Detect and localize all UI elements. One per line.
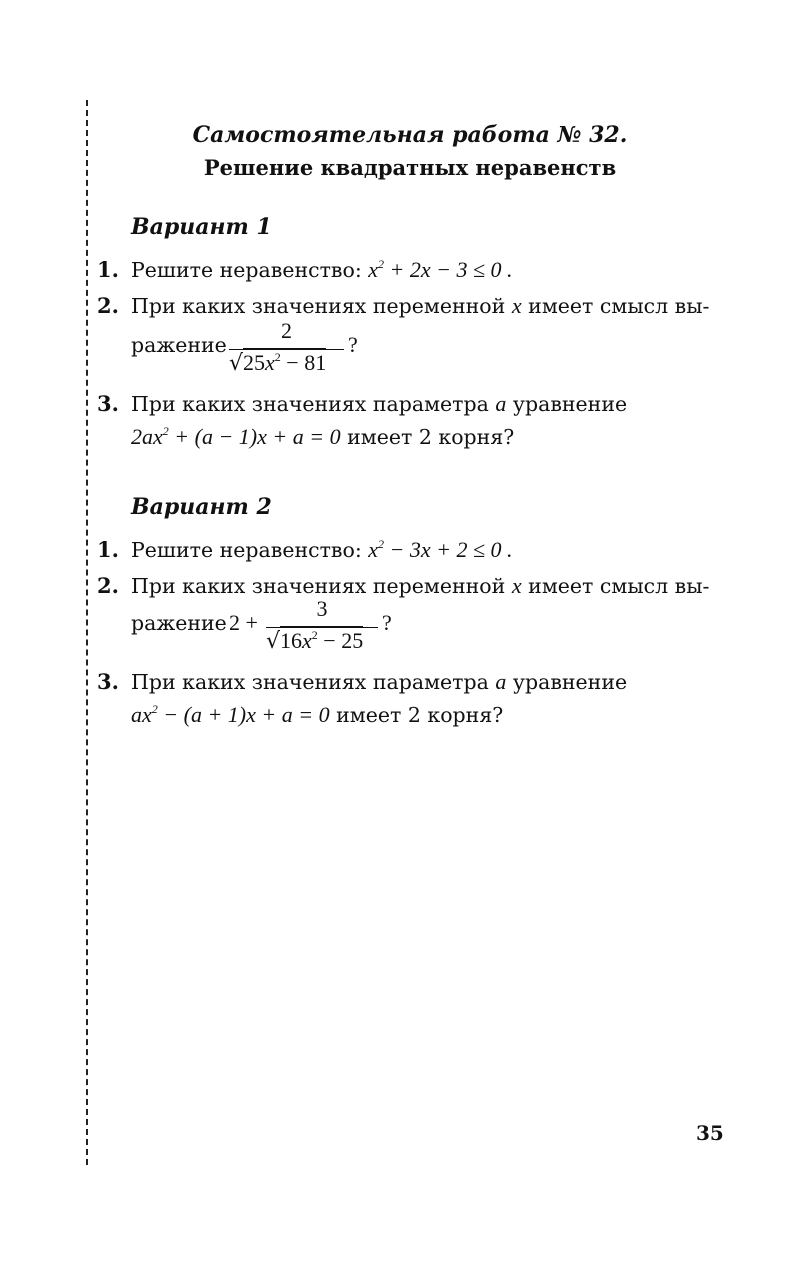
task-number: 3. bbox=[97, 391, 119, 416]
parameter: a bbox=[495, 391, 507, 416]
page-number: 35 bbox=[696, 1121, 724, 1145]
task-prompt: Решите неравенство: bbox=[131, 538, 362, 562]
radicand-var: x bbox=[302, 628, 312, 653]
inequality: $x^2 - 3x + 2 \le 0$ . bbox=[368, 537, 513, 562]
fraction-numerator: 2 bbox=[281, 318, 292, 343]
task-prompt-end: имеет смысл вы- bbox=[528, 574, 710, 598]
task-text bbox=[131, 669, 627, 695]
task-text-continued bbox=[131, 424, 514, 450]
task-number: 3. bbox=[97, 669, 119, 694]
task-number: 1. bbox=[97, 257, 119, 282]
sqrt-icon: √ bbox=[229, 351, 244, 376]
fraction-expression bbox=[229, 318, 344, 380]
fraction-denominator: $√25x^2 - 81$ bbox=[229, 350, 327, 376]
task-text-continued: ражение bbox=[131, 611, 227, 635]
equation: $ax^2 - (a + 1)x + a = 0$ bbox=[131, 702, 330, 727]
task-prompt-end: имеет 2 корня? bbox=[336, 703, 504, 727]
task-prompt: Решите неравенство: bbox=[131, 258, 362, 282]
radicand-const: − 81 bbox=[280, 350, 327, 375]
inequality: $x^2 + 2x - 3 \le 0$ . bbox=[368, 257, 513, 282]
variable: x bbox=[511, 293, 522, 318]
task-prompt: При каких значениях параметра bbox=[131, 670, 489, 694]
parameter: a bbox=[495, 669, 507, 694]
fraction-expression bbox=[266, 596, 378, 658]
radicand-coef: 25 bbox=[243, 350, 266, 375]
equation: $2ax^2 + (a - 1)x + a = 0$ bbox=[131, 424, 341, 449]
radicand-coef: 16 bbox=[280, 628, 303, 653]
sqrt-icon: √ bbox=[266, 629, 281, 654]
task-text bbox=[131, 537, 513, 563]
task-prompt: При каких значениях переменной bbox=[131, 294, 506, 318]
variant-heading: Вариант 2 bbox=[131, 494, 272, 520]
task-prompt-end: уравнение bbox=[512, 670, 628, 694]
task-number: 2. bbox=[97, 293, 119, 318]
task-text-continued: ражение bbox=[131, 333, 227, 357]
question-mark: ? bbox=[382, 610, 392, 635]
cut-line bbox=[86, 100, 88, 1165]
task-text bbox=[131, 293, 709, 319]
task-text bbox=[131, 573, 709, 599]
task-text bbox=[131, 257, 513, 283]
variant-heading: Вариант 1 bbox=[131, 214, 272, 240]
task-number: 1. bbox=[97, 537, 119, 562]
task-prompt-end: имеет смысл вы- bbox=[528, 294, 710, 318]
variable: x bbox=[511, 573, 522, 598]
page-subtitle: Решение квадратных неравенств bbox=[203, 155, 617, 180]
fraction-denominator: $√16x^2 - 25$ bbox=[266, 628, 364, 654]
page-title: Самостоятельная работа № 32. bbox=[192, 122, 628, 148]
expression-prefix: 2 + bbox=[229, 610, 258, 635]
task-text bbox=[131, 391, 627, 417]
task-text-continued bbox=[131, 702, 503, 728]
task-prompt-end: имеет 2 корня? bbox=[347, 425, 515, 449]
radicand-var: x bbox=[265, 350, 275, 375]
task-prompt: При каких значениях параметра bbox=[131, 392, 489, 416]
radicand-const: − 25 bbox=[317, 628, 364, 653]
question-mark: ? bbox=[348, 332, 358, 357]
fraction-numerator: 3 bbox=[316, 596, 328, 621]
task-number: 2. bbox=[97, 573, 119, 598]
task-prompt: При каких значениях переменной bbox=[131, 574, 506, 598]
task-prompt-end: уравнение bbox=[512, 392, 628, 416]
